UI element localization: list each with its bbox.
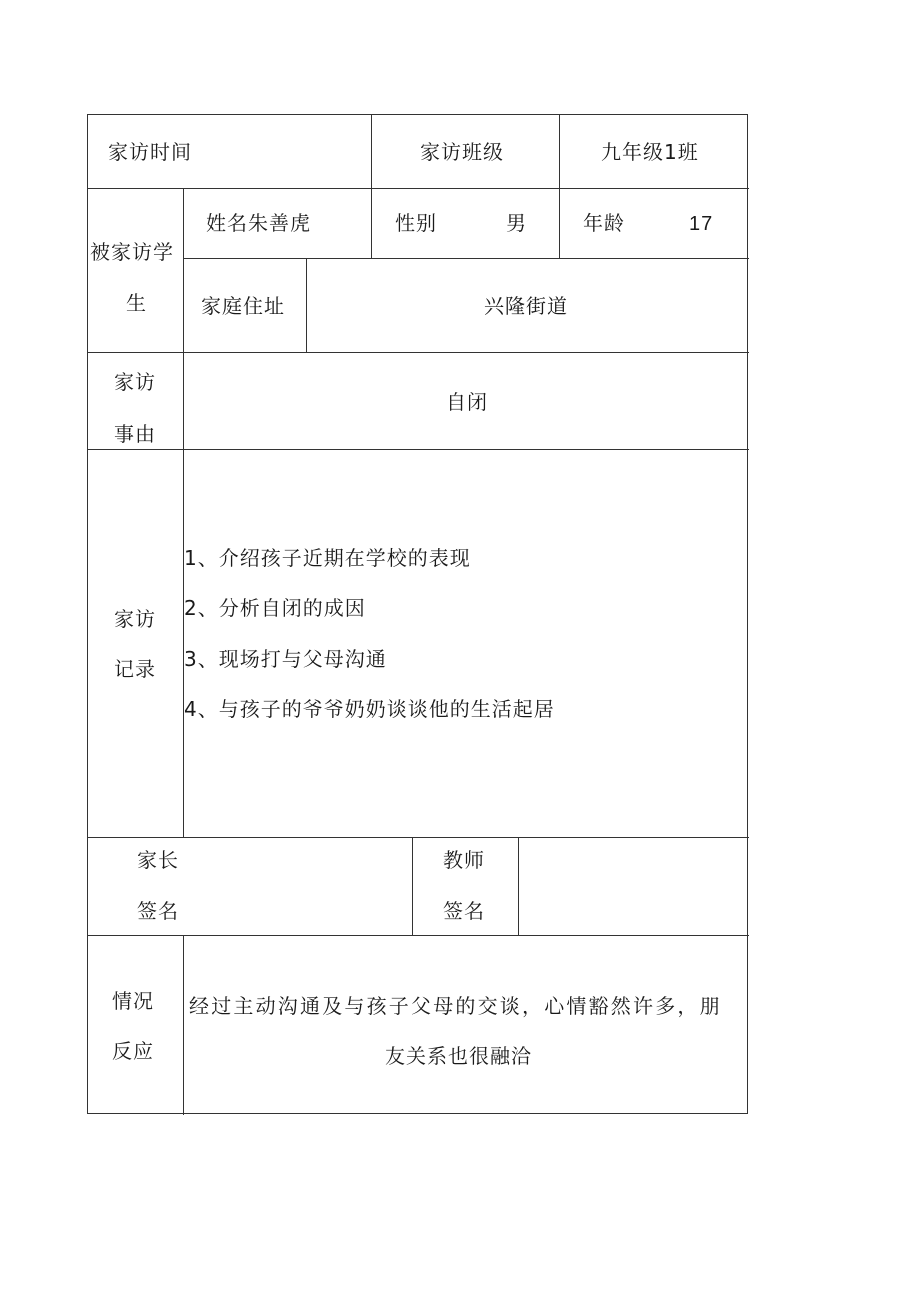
student-name: 姓名朱善虎 [206, 211, 311, 235]
reason-value: 自闭 [446, 390, 488, 414]
feedback-text: 经过主动沟通及与孩子父母的交谈，心情豁然许多，朋 [189, 994, 722, 1018]
teacher-signature-label: 教师 [443, 848, 485, 872]
visit-time-label: 家访时间 [108, 140, 192, 164]
row-divider [184, 258, 749, 259]
reason-label-cont: 事由 [114, 422, 156, 446]
visit-class-label: 家访班级 [420, 140, 504, 164]
row-divider [88, 935, 749, 936]
record-label-cont: 记录 [114, 657, 156, 681]
row-divider [88, 837, 749, 838]
row-divider [88, 449, 749, 450]
student-section-label-cont: 生 [126, 291, 147, 315]
address-label: 家庭住址 [201, 294, 285, 318]
col-divider [306, 258, 307, 352]
col-divider [518, 837, 519, 935]
reason-label: 家访 [114, 370, 156, 394]
feedback-label-cont: 反应 [112, 1039, 154, 1063]
record-item: 3、现场打与父母沟通 [184, 647, 387, 671]
gender-value: 男 [506, 211, 527, 235]
parent-signature-label: 家长 [137, 848, 179, 872]
col-divider [412, 837, 413, 935]
student-section-label: 被家访学 [90, 240, 174, 264]
visit-class-value: 九年级1班 [601, 140, 699, 164]
col-divider [183, 935, 184, 1115]
col-divider [183, 188, 184, 837]
gender-label: 性别 [395, 211, 437, 235]
parent-signature-label-cont: 签名 [137, 899, 179, 923]
col-divider [371, 115, 372, 258]
row-divider [88, 188, 749, 189]
age-value: 17 [689, 213, 714, 235]
row-divider [88, 352, 749, 353]
record-item: 1、介绍孩子近期在学校的表现 [184, 546, 471, 570]
col-divider [559, 115, 560, 258]
record-label: 家访 [114, 607, 156, 631]
teacher-signature-label-cont: 签名 [443, 899, 485, 923]
record-item: 2、分析自闭的成因 [184, 596, 366, 620]
feedback-text-cont: 友关系也很融洽 [385, 1044, 532, 1068]
address-value: 兴隆街道 [484, 294, 568, 318]
feedback-label: 情况 [112, 989, 154, 1013]
home-visit-form [87, 114, 748, 1114]
age-label: 年龄 [583, 211, 625, 235]
record-item: 4、与孩子的爷爷奶奶谈谈他的生活起居 [184, 697, 555, 721]
